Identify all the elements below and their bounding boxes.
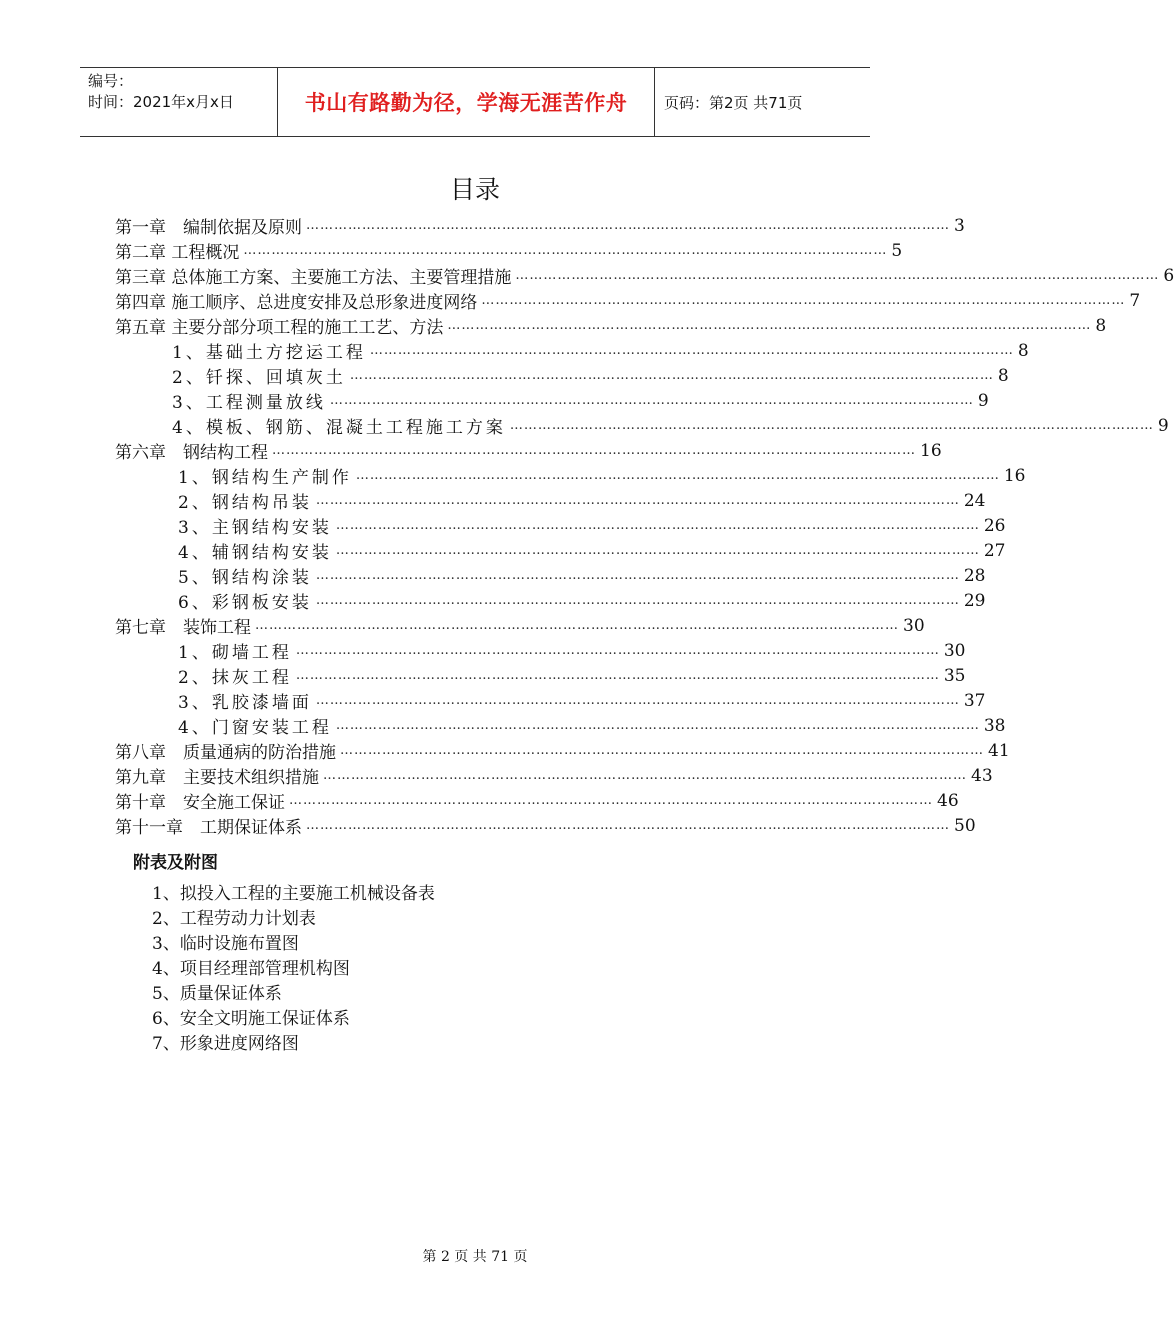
- toc-entry[interactable]: [172, 363, 1009, 388]
- toc-leader-dots: …………………………………………………………………………………………………………………………: [335, 518, 980, 533]
- toc-entry-label: 1、砌墙工程: [178, 643, 292, 663]
- toc-entry[interactable]: [115, 213, 965, 238]
- toc-entry[interactable]: [178, 588, 986, 613]
- toc-leader-dots: …………………………………………………………………………………………………………………………: [515, 268, 1160, 283]
- appendix-title: 附表及附图: [133, 853, 218, 873]
- toc-entry-page: 3: [954, 215, 965, 236]
- toc-leader-dots: …………………………………………………………………………………………………………………………: [447, 318, 1092, 333]
- toc-entry-label: 第九章 主要技术组织措施: [115, 768, 319, 788]
- toc-leader-dots: …………………………………………………………………………………………………………………………: [295, 668, 940, 683]
- toc-entry[interactable]: [115, 788, 959, 813]
- toc-entry[interactable]: [115, 763, 993, 788]
- toc-entry-page: 16: [920, 440, 942, 461]
- toc-entry-page: 9: [977, 390, 989, 411]
- toc-leader-dots: …………………………………………………………………………………………………………………………: [340, 743, 984, 758]
- toc-entry[interactable]: [115, 613, 925, 638]
- toc-entry-label: 3、乳胶漆墙面: [178, 693, 312, 713]
- toc-entry-page: 30: [943, 640, 966, 661]
- toc-leader-dots: …………………………………………………………………………………………………………………………: [315, 593, 960, 608]
- appendix-item: 1、拟投入工程的主要施工机械设备表: [152, 884, 435, 904]
- toc-entry-label: 4、辅钢结构安装: [178, 543, 332, 563]
- toc-entry-label: 4、门窗安装工程: [178, 718, 332, 738]
- toc-entry-page: 8: [997, 365, 1009, 386]
- header-motto: 书山有路勤为径，学海无涯苦作舟: [278, 68, 655, 136]
- toc-entry-label: 4、模板、钢筋、混凝土工程施工方案: [172, 418, 506, 438]
- toc-entry-page: 35: [943, 665, 966, 686]
- toc-entry[interactable]: [178, 463, 1026, 488]
- toc-leader-dots: …………………………………………………………………………………………………………………………: [315, 568, 960, 583]
- toc-entry-label: 1、钢结构生产制作: [178, 468, 352, 488]
- toc-leader-dots: …………………………………………………………………………………………………………………………: [315, 693, 960, 708]
- toc-entry[interactable]: [115, 313, 1107, 338]
- toc-entry-label: 2、钢结构吊装: [178, 493, 312, 513]
- toc-entry[interactable]: [178, 663, 966, 688]
- toc-entry-label: 第二章 工程概况: [115, 243, 240, 263]
- toc-entry-page: 29: [963, 590, 986, 611]
- toc-entry[interactable]: [172, 338, 1029, 363]
- toc-title: 目录: [449, 175, 500, 204]
- toc-entry-label: 第七章 装饰工程: [115, 618, 251, 638]
- toc-entry[interactable]: [178, 638, 966, 663]
- time-label: 时间：2021年x月x日: [88, 93, 234, 111]
- toc-leader-dots: …………………………………………………………………………………………………………………………: [509, 418, 1154, 433]
- toc-leader-dots: …………………………………………………………………………………………………………………………: [255, 618, 899, 633]
- toc-entry-label: 1、基础土方挖运工程: [172, 343, 366, 363]
- toc-entry[interactable]: [115, 288, 1141, 313]
- toc-entry-page: 26: [983, 515, 1006, 536]
- header-table: [80, 67, 870, 137]
- toc-leader-dots: …………………………………………………………………………………………………………………………: [289, 793, 933, 808]
- toc-entry[interactable]: [178, 513, 1006, 538]
- toc-leader-dots: …………………………………………………………………………………………………………………………: [323, 768, 967, 783]
- toc-entry-page: 46: [937, 790, 959, 811]
- toc-leader-dots: …………………………………………………………………………………………………………………………: [306, 218, 950, 233]
- toc-entry-label: 2、钎探、回填灰土: [172, 368, 346, 388]
- toc-entry-page: 7: [1129, 290, 1141, 311]
- toc-entry-label: 5、钢结构涂装: [178, 568, 312, 588]
- toc-entry-page: 28: [963, 565, 986, 586]
- toc-entry-label: 3、主钢结构安装: [178, 518, 332, 538]
- toc-entry-label: 3、工程测量放线: [172, 393, 326, 413]
- toc-entry[interactable]: [172, 413, 1169, 438]
- toc-leader-dots: …………………………………………………………………………………………………………………………: [481, 293, 1126, 308]
- toc-entry[interactable]: [115, 738, 1010, 763]
- toc-entry-page: 30: [903, 615, 925, 636]
- toc-entry[interactable]: [178, 488, 986, 513]
- toc-leader-dots: …………………………………………………………………………………………………………………………: [306, 818, 950, 833]
- appendix-item: 2、工程劳动力计划表: [152, 909, 316, 929]
- appendix-item: 3、临时设施布置图: [152, 934, 299, 954]
- toc-entry-label: 2、抹灰工程: [178, 668, 292, 688]
- header-meta: [80, 68, 278, 136]
- toc-entry-page: 43: [971, 765, 993, 786]
- toc-entry-label: 第十一章 工期保证体系: [115, 818, 302, 838]
- toc-entry-page: 38: [983, 715, 1006, 736]
- toc-entry-page: 6: [1163, 265, 1174, 286]
- appendix-item: 7、形象进度网络图: [152, 1034, 299, 1054]
- toc-entry-label: 第五章 主要分部分项工程的施工工艺、方法: [115, 318, 444, 338]
- toc-leader-dots: …………………………………………………………………………………………………………………………: [315, 493, 960, 508]
- toc-entry-page: 27: [983, 540, 1006, 561]
- toc-leader-dots: …………………………………………………………………………………………………………………………: [295, 643, 940, 658]
- toc-entry-page: 37: [963, 690, 986, 711]
- toc-entry-page: 8: [1017, 340, 1029, 361]
- appendix-item: 5、质量保证体系: [152, 984, 282, 1004]
- toc-entry[interactable]: [115, 813, 976, 838]
- toc-entry[interactable]: [178, 563, 986, 588]
- toc-leader-dots: …………………………………………………………………………………………………………………………: [355, 468, 1000, 483]
- toc-leader-dots: …………………………………………………………………………………………………………………………: [272, 443, 916, 458]
- toc-entry[interactable]: [178, 538, 1006, 563]
- toc-entry-page: 8: [1095, 315, 1107, 336]
- toc-leader-dots: …………………………………………………………………………………………………………………………: [243, 243, 888, 258]
- toc-entry[interactable]: [172, 388, 989, 413]
- toc-entry-page: 9: [1157, 415, 1169, 436]
- page-footer: 第 2 页 共 71 页: [422, 1249, 528, 1265]
- toc-entry-label: 第四章 施工顺序、总进度安排及总形象进度网络: [115, 293, 478, 313]
- toc-entry-page: 24: [963, 490, 986, 511]
- toc-entry[interactable]: [115, 438, 942, 463]
- toc-entry[interactable]: [115, 263, 1174, 288]
- toc-entry-page: 5: [891, 240, 903, 261]
- number-label: 编号：: [88, 72, 134, 90]
- toc-leader-dots: …………………………………………………………………………………………………………………………: [369, 343, 1014, 358]
- toc-leader-dots: …………………………………………………………………………………………………………………………: [349, 368, 994, 383]
- appendix-list: [152, 882, 435, 1057]
- toc-entry[interactable]: [115, 238, 903, 263]
- toc-entry-label: 第六章 钢结构工程: [115, 443, 268, 463]
- toc-entry-page: 41: [988, 740, 1010, 761]
- toc-entry-label: 第八章 质量通病的防治措施: [115, 743, 336, 763]
- toc-entry-label: 第三章 总体施工方案、主要施工方法、主要管理措施: [115, 268, 512, 288]
- toc-entry-label: 第十章 安全施工保证: [115, 793, 285, 813]
- toc-leader-dots: …………………………………………………………………………………………………………………………: [329, 393, 974, 408]
- toc-entry-page: 16: [1003, 465, 1026, 486]
- appendix-item: 6、安全文明施工保证体系: [152, 1009, 350, 1029]
- toc-entry-page: 50: [954, 815, 976, 836]
- toc-entry-label: 第一章 编制依据及原则: [115, 218, 302, 238]
- toc-entry-label: 6、彩钢板安装: [178, 593, 312, 613]
- toc-entry[interactable]: [178, 688, 986, 713]
- appendix-item: 4、项目经理部管理机构图: [152, 959, 350, 979]
- toc-leader-dots: …………………………………………………………………………………………………………………………: [335, 718, 980, 733]
- header-page-info: 页码：第2页 共71页: [664, 93, 803, 112]
- toc-leader-dots: …………………………………………………………………………………………………………………………: [335, 543, 980, 558]
- toc-entry[interactable]: [178, 713, 1006, 738]
